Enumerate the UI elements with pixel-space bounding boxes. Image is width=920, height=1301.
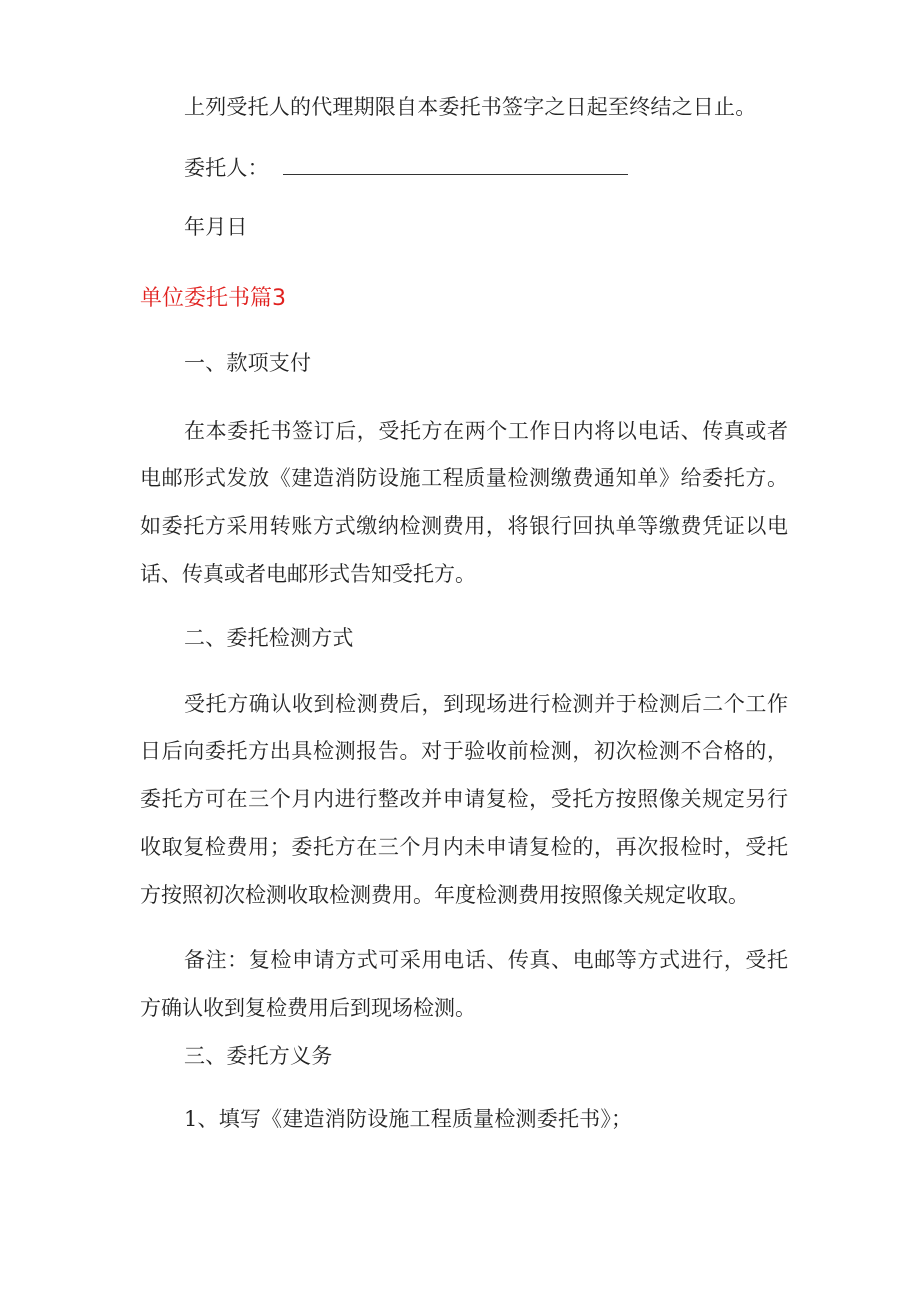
s2-paragraph-line: 收取复检费用；委托方在三个月内未申请复检的，再次报检时，受托: [140, 835, 788, 859]
section-1-title: 一、款项支付: [184, 351, 312, 375]
section-2-title: 二、委托检测方式: [184, 626, 354, 650]
section-3-title: 三、委托方义务: [184, 1044, 333, 1068]
s3-item-1: 1、填写《建造消防设施工程质量检测委托书》；: [184, 1107, 633, 1131]
s2-paragraph-line: 委托方可在三个月内进行整改并申请复检，受托方按照像关规定另行: [140, 787, 788, 811]
principal-signature-row: [184, 153, 628, 183]
s2-note-line: 备注：复检申请方式可采用电话、传真、电邮等方式进行，受托: [184, 948, 788, 972]
s2-paragraph-line: 方按照初次检测收取检测费用。年度检测费用按照像关规定收取。: [140, 883, 749, 907]
agent-period-text: 上列受托人的代理期限自本委托书签字之日起至终结之日止。: [184, 95, 757, 119]
s1-paragraph-line: 话、传真或者电邮形式告知受托方。: [140, 562, 476, 586]
s1-paragraph-line: 如委托方采用转账方式缴纳检测费用，将银行回执单等缴费凭证以电: [140, 514, 788, 538]
s1-paragraph-line: 在本委托书签订后，受托方在两个工作日内将以电话、传真或者: [184, 419, 788, 443]
s1-paragraph-line: 电邮形式发放《建造消防设施工程质量检测缴费通知单》给委托方。: [140, 466, 788, 490]
s2-paragraph-line: 受托方确认收到检测费后，到现场进行检测并于检测后二个工作: [184, 692, 788, 716]
s2-paragraph-line: 日后向委托方出具检测报告。对于验收前检测，初次检测不合格的，: [140, 739, 788, 763]
date-line: 年月日: [184, 215, 248, 239]
principal-label: 委托人：: [184, 156, 269, 180]
section-title: 单位委托书篇3: [140, 286, 286, 311]
signature-blank-line: [283, 156, 628, 175]
s2-note-line: 方确认收到复检费用后到现场检测。: [140, 996, 476, 1020]
